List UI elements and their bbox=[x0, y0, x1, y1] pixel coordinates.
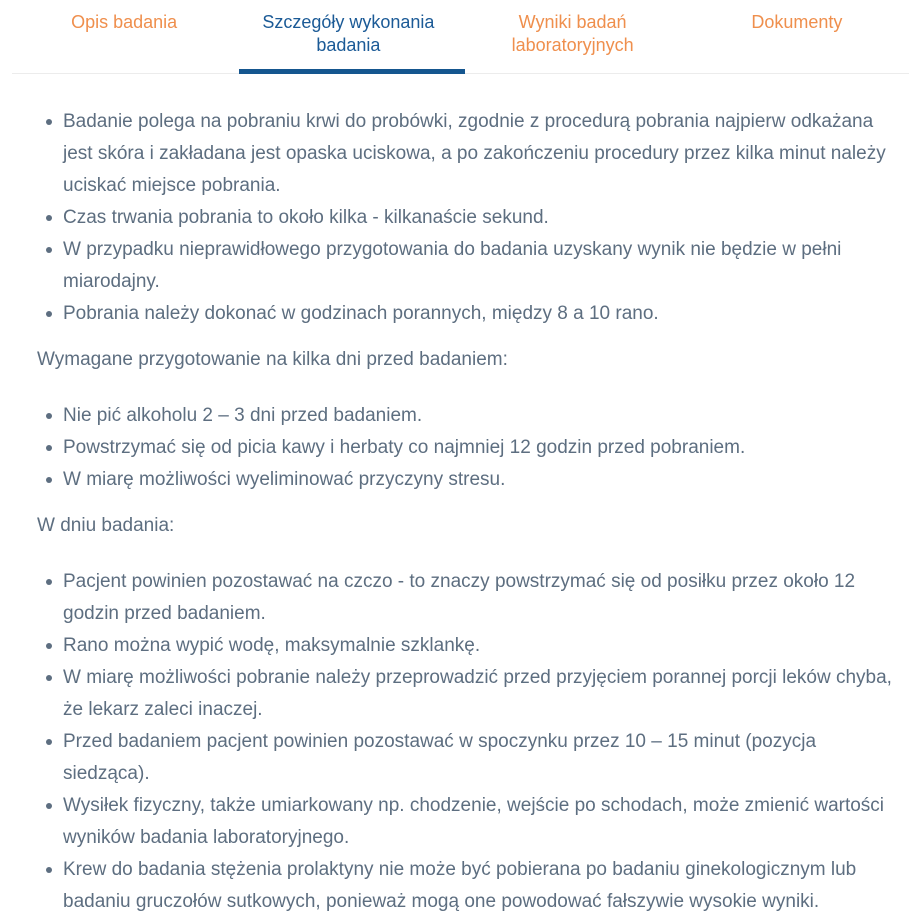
list-item: Wysiłek fizyczny, także umiarkowany np. chodzenie, wejście po schodach, może zmienić wartości wyników badania laboratoryjnego. bbox=[63, 790, 895, 854]
tab-label: Opis badania bbox=[71, 12, 178, 32]
list-item: Nie pić alkoholu 2 – 3 dni przed badaniem. bbox=[63, 400, 895, 432]
list-item: Rano można wypić wodę, maksymalnie szklankę. bbox=[63, 630, 895, 662]
tab-label: Wyniki badań laboratoryjnych bbox=[511, 12, 634, 55]
list-item: W miarę możliwości pobranie należy przeprowadzić przed przyjęciem porannej porcji leków chyba, że lekarz zaleci inaczej. bbox=[63, 662, 895, 726]
tab-label: Dokumenty bbox=[751, 12, 843, 32]
procedure-list bbox=[37, 106, 895, 330]
days-before-list bbox=[37, 400, 895, 496]
list-item: W przypadku nieprawidłowego przygotowania do badania uzyskany wynik nie będzie w pełni miarodajny. bbox=[63, 234, 895, 298]
tab-opis-badania[interactable] bbox=[12, 9, 236, 74]
list-item: Pobrania należy dokonać w godzinach porannych, między 8 a 10 rano. bbox=[63, 298, 895, 330]
tab-dokumenty[interactable] bbox=[685, 9, 909, 74]
active-tab-underline bbox=[239, 69, 464, 74]
section-heading-days-before: Wymagane przygotowanie na kilka dni przed badaniem: bbox=[37, 349, 508, 370]
tab-panel-szczegoly-wykonania bbox=[0, 74, 909, 918]
tab-szczegoly-wykonania-badania[interactable] bbox=[236, 9, 460, 74]
list-item: W miarę możliwości wyeliminować przyczyny stresu. bbox=[63, 464, 895, 496]
tab-wyniki-badan-laboratoryjnych[interactable] bbox=[461, 9, 685, 74]
list-item: Badanie polega na pobraniu krwi do probówki, zgodnie z procedurą pobrania najpierw odkażana jest skóra i zakładana jest opaska uciskowa, a po zakończeniu procedury przez kilka minut należy uciskać miejsce pobrania. bbox=[63, 106, 895, 202]
list-item: Pacjent powinien pozostawać na czczo - to znaczy powstrzymać się od posiłku przez około 12 godzin przed badaniem. bbox=[63, 566, 895, 630]
list-item: Czas trwania pobrania to około kilka - kilkanaście sekund. bbox=[63, 202, 895, 234]
tab-label: Szczegóły wykonania badania bbox=[262, 12, 435, 55]
list-item: Krew do badania stężenia prolaktyny nie może być pobierana po badaniu ginekologicznym lub badaniu gruczołów sutkowych, ponieważ mogą one powodować fałszywie wysokie wyniki. bbox=[63, 854, 895, 918]
list-item: Przed badaniem pacjent powinien pozostawać w spoczynku przez 10 – 15 minut (pozycja siedząca). bbox=[63, 726, 895, 790]
tab-bar bbox=[0, 0, 909, 74]
section-heading-exam-day: W dniu badania: bbox=[37, 515, 175, 536]
list-item: Powstrzymać się od picia kawy i herbaty co najmniej 12 godzin przed pobraniem. bbox=[63, 432, 895, 464]
exam-day-list bbox=[37, 566, 895, 918]
